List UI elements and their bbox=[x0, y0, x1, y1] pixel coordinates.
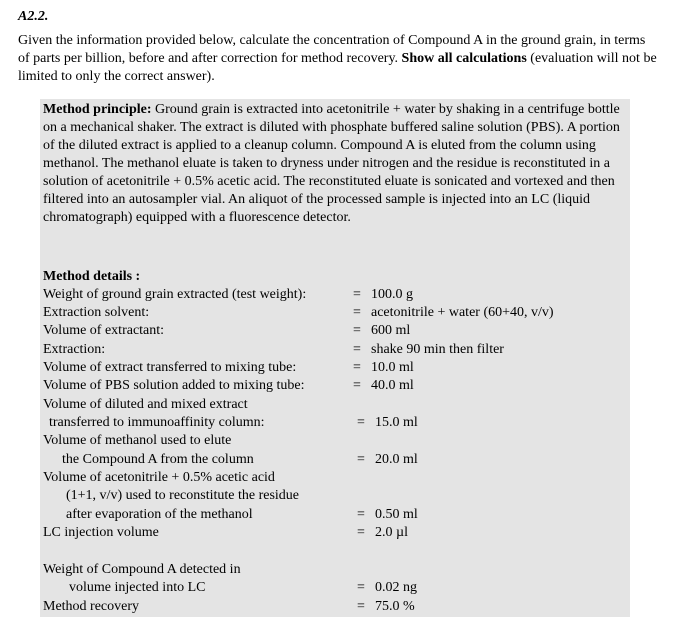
method-principle-label: Method principle bbox=[43, 102, 147, 117]
equals-sign: = bbox=[357, 580, 365, 595]
question-emphasis: Show all calculations bbox=[401, 51, 527, 66]
detail-label: Volume of acetonitrile + 0.5% acetic acid bbox=[43, 470, 275, 485]
method-principle-text: Ground grain is extracted into acetonitrile + water by shaking in a centrifuge bottle on a mechanical shaker. The extract is diluted with phosphate buffered saline solution (PBS). A portion of the diluted extract is applied to a cleanup column. Compound A is eluted from the column using methanol. The methanol eluate is taken to dryness under nitrogen and the residue is reconstituted in a solution of acetonitrile + 0.5% acetic acid. The reconstituted eluate is sonicated and vortexed and then filtered into an autosampler vial. An aliquot of the processed sample is injected into an LC (liquid chromatograph) equipped with a fluorescence detector. bbox=[43, 102, 620, 225]
method-principle: Method principle: Ground grain is extracted into acetonitrile + water by shaking in a centrifuge bottle on a mechanical shaker. The extract is diluted with phosphate buffered saline solution (PBS). A portion of the diluted extract is applied to a cleanup column. Compound A is eluted from the column using methanol. The methanol eluate is taken to dryness under nitrogen and the residue is reconstituted in a solution of acetonitrile + 0.5% acetic acid. The reconstituted eluate is sonicated and vortexed and then filtered into an autosampler vial. An aliquot of the processed sample is injected into an LC (liquid chromatograph) equipped with a fluorescence detector. bbox=[43, 102, 620, 225]
detail-label: Volume of methanol used to elute bbox=[43, 433, 232, 448]
detail-value: 15.0 ml bbox=[375, 415, 418, 430]
detail-value: acetonitrile + water (60+40, v/v) bbox=[371, 305, 554, 320]
detail-label: volume injected into LC bbox=[69, 580, 206, 595]
question-body: Given the information provided below, calculate the concentration of Compound A in the ground grain, in terms of parts per billion, before and after correction for method recovery. bbox=[18, 33, 646, 66]
detail-label: Weight of ground grain extracted (test weight): bbox=[43, 287, 307, 302]
detail-value: 100.0 g bbox=[371, 287, 413, 302]
equals-sign: = bbox=[353, 360, 361, 375]
detail-value: 0.50 ml bbox=[375, 507, 418, 522]
detail-value: 40.0 ml bbox=[371, 378, 414, 393]
detail-label: Weight of Compound A detected in bbox=[43, 562, 241, 577]
detail-label: Volume of PBS solution added to mixing tube: bbox=[43, 378, 305, 393]
equals-sign: = bbox=[357, 525, 365, 540]
equals-sign: = bbox=[353, 323, 361, 338]
equals-sign: = bbox=[357, 507, 365, 522]
detail-value: 10.0 ml bbox=[371, 360, 414, 375]
detail-label: (1+1, v/v) used to reconstitute the residue bbox=[66, 488, 300, 503]
method-details-title: Method details : bbox=[43, 269, 141, 284]
section-heading: A2.2. bbox=[18, 9, 49, 24]
equals-sign: = bbox=[357, 599, 365, 614]
detail-label: Volume of diluted and mixed extract bbox=[43, 397, 248, 412]
detail-label: the Compound A from the column bbox=[62, 452, 254, 467]
question-tail: (evaluation will not be limited to only the correct answer). bbox=[18, 51, 657, 84]
equals-sign: = bbox=[353, 287, 361, 302]
equals-sign: = bbox=[353, 378, 361, 393]
detail-label: LC injection volume bbox=[43, 525, 159, 540]
equals-sign: = bbox=[353, 342, 361, 357]
detail-label: transferred to immunoaffinity column: bbox=[49, 415, 265, 430]
detail-label: Volume of extract transferred to mixing tube: bbox=[43, 360, 297, 375]
detail-label: Volume of extractant: bbox=[43, 323, 165, 338]
detail-label: Method recovery bbox=[43, 599, 140, 614]
detail-label: Extraction solvent: bbox=[43, 305, 150, 320]
equals-sign: = bbox=[357, 415, 365, 430]
detail-value: 600 ml bbox=[371, 323, 411, 338]
detail-value: shake 90 min then filter bbox=[371, 342, 504, 357]
equals-sign: = bbox=[353, 305, 361, 320]
question-text bbox=[18, 32, 658, 86]
detail-value: 0.02 ng bbox=[375, 580, 417, 595]
method-box bbox=[40, 99, 630, 617]
detail-value: 2.0 µl bbox=[375, 525, 408, 540]
equals-sign: = bbox=[357, 452, 365, 467]
detail-label: after evaporation of the methanol bbox=[66, 507, 253, 522]
detail-label: Extraction: bbox=[43, 342, 106, 357]
detail-value: 75.0 % bbox=[375, 599, 415, 614]
detail-value: 20.0 ml bbox=[375, 452, 418, 467]
